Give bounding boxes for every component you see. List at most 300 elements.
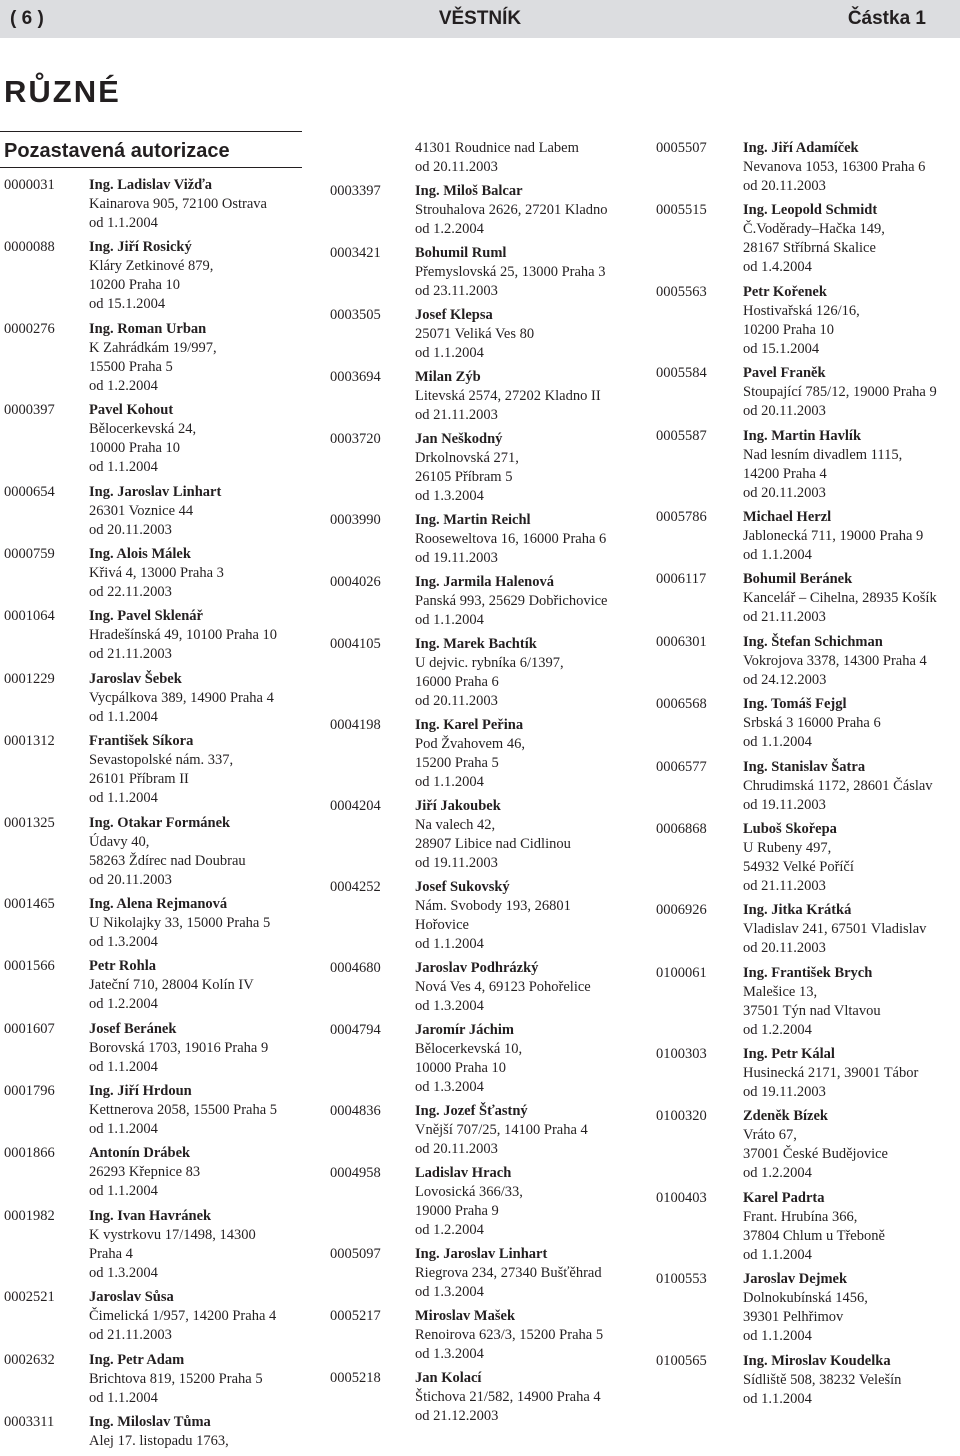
entry-name: Ing. František Brych (743, 964, 873, 981)
entry-name: Ladislav Hrach (415, 1165, 512, 1181)
entry-name: Jaromír Jáchim (415, 1022, 514, 1038)
entry-body (743, 1107, 960, 1183)
registry-entry (4, 545, 309, 602)
entry-number: 0001465 (4, 895, 55, 912)
entry-body (89, 401, 309, 477)
registry-entry (330, 306, 640, 363)
entry-number: 0002632 (4, 1351, 55, 1368)
registry-entry (4, 1020, 309, 1077)
entry-number: 0004958 (330, 1165, 381, 1181)
entry-address-line: 16000 Praha 6 (415, 674, 499, 690)
entry-name: Ing. Jozef Šťastný (415, 1103, 528, 1119)
entry-date: od 1.1.2004 (415, 774, 484, 790)
entry-date: od 1.4.2004 (743, 259, 812, 276)
entry-name: Ing. Jitka Krátká (743, 902, 852, 919)
entry-name: Ing. Alois Málek (89, 545, 191, 562)
entry-address-line: 28907 Libice nad Cidlinou (415, 836, 571, 852)
entry-body (89, 176, 309, 233)
entry-address-line: Kancelář – Cihelna, 28935 Košík (743, 590, 937, 607)
registry-entry (4, 814, 309, 890)
entry-address-line: 26105 Příbram 5 (415, 469, 513, 485)
entry-name: Antonín Drábek (89, 1145, 191, 1162)
entry-number: 0002521 (4, 1289, 55, 1306)
entry-date: od 1.1.2004 (743, 734, 812, 751)
registry-entry (4, 1144, 309, 1201)
entry-number: 0005097 (330, 1246, 381, 1262)
entry-date: od 20.11.2003 (415, 159, 498, 175)
entry-date: od 1.2.2004 (89, 996, 158, 1013)
entry-address-line: Hořovice (415, 917, 469, 933)
entry-number: 0000276 (4, 320, 55, 337)
entry-address-line: 37501 Týn nad Vltavou (743, 1002, 881, 1019)
entry-number: 0001982 (4, 1207, 55, 1224)
entry-name: Ing. Jiří Rosický (89, 239, 192, 256)
entry-number: 0005563 (656, 283, 707, 300)
entry-number: 0004794 (330, 1022, 381, 1038)
entry-address-line: Jateční 710, 28004 Kolín IV (89, 977, 254, 994)
entry-number: 0100320 (656, 1108, 707, 1125)
entry-date: od 19.11.2003 (415, 550, 498, 566)
entry-address-line: Bělocerkevská 24, (89, 421, 197, 438)
registry-entry (4, 320, 309, 396)
registry-entry (656, 201, 960, 277)
registry-entry (4, 401, 309, 477)
entry-body (89, 320, 309, 396)
entry-number: 0001064 (4, 608, 55, 625)
entry-body (89, 1351, 309, 1408)
entry-date: od 20.11.2003 (743, 940, 826, 957)
entry-date: od 19.11.2003 (743, 1084, 826, 1101)
entry-name: Zdeněk Bízek (743, 1108, 828, 1125)
column-3 (656, 139, 960, 1414)
entry-body (89, 1020, 309, 1077)
entry-body (415, 1369, 640, 1426)
entry-address-line: Nad lesním divadlem 1115, (743, 446, 903, 463)
entry-body (415, 1102, 640, 1159)
entry-date: od 1.1.2004 (415, 612, 484, 628)
entry-body (743, 508, 960, 565)
entry-body (89, 670, 309, 727)
entry-body (743, 283, 960, 359)
entry-name: Luboš Skořepa (743, 820, 837, 837)
subsection-title: Pozastavená autorizace (4, 140, 230, 162)
entry-body (743, 964, 960, 1040)
entry-body (743, 1045, 960, 1102)
entry-address-line: Praha 4 (89, 1245, 133, 1262)
entry-number: 0000759 (4, 545, 55, 562)
entry-address-line: Rooseweltova 16, 16000 Praha 6 (415, 531, 607, 547)
entry-address-line: K Zahrádkám 19/997, (89, 339, 217, 356)
entry-name: František Síkora (89, 733, 194, 750)
entry-name: Ing. Jiří Adamíček (743, 140, 859, 156)
entry-date: od 1.1.2004 (89, 1389, 158, 1406)
entry-address-line: Vráto 67, (743, 1127, 797, 1144)
entry-name: Pavel Franěk (743, 365, 826, 382)
entry-name: Ing. Petr Adam (89, 1351, 185, 1368)
entry-address-line: 28167 Stříbrná Skalice (743, 240, 876, 257)
entry-body (743, 427, 960, 503)
entry-number: 0001866 (4, 1145, 55, 1162)
page-number: ( 6 ) (10, 8, 44, 29)
entry-name: Ing. Miloslav Tůma (89, 1414, 211, 1431)
entry-address-line: Nám. Svobody 193, 26801 (415, 898, 571, 914)
entry-address-line: Vokrojova 3378, 14300 Praha 4 (743, 652, 927, 669)
entry-number: 0003505 (330, 307, 381, 323)
entry-date: od 1.1.2004 (743, 1246, 812, 1263)
entry-name: Milan Zýb (415, 369, 481, 385)
registry-entry (330, 368, 640, 425)
entry-date: od 1.3.2004 (89, 1264, 158, 1281)
entry-date: od 21.11.2003 (89, 1327, 172, 1344)
registry-entry (656, 1352, 960, 1409)
entry-name: Ing. Roman Urban (89, 320, 207, 337)
entry-number: 0001566 (4, 958, 55, 975)
entry-body (89, 238, 309, 314)
entry-address-line: Čimelická 1/957, 14200 Praha 4 (89, 1308, 277, 1325)
entry-number: 0006568 (656, 696, 707, 713)
entry-number: 0001607 (4, 1020, 55, 1037)
entry-address-line: K vystrkovu 17/1498, 14300 (89, 1226, 256, 1243)
entry-date: od 1.1.2004 (89, 790, 158, 807)
entry-body (743, 901, 960, 958)
entry-address-line: Kettnerova 2058, 15500 Praha 5 (89, 1102, 278, 1119)
registry-entry (330, 1164, 640, 1240)
registry-entry (4, 732, 309, 808)
entry-body (415, 368, 640, 425)
entry-body (89, 1288, 309, 1345)
entry-name: Jaroslav Šebek (89, 670, 182, 687)
registry-entry (330, 716, 640, 792)
entry-number: 0005584 (656, 365, 707, 382)
entry-body (89, 1207, 309, 1283)
column-2 (330, 139, 640, 1431)
registry-entry (330, 1021, 640, 1097)
entry-address-line: Srbská 3 16000 Praha 6 (743, 715, 881, 732)
entry-address-line: Chrudimská 1172, 28601 Čáslav (743, 777, 933, 794)
registry-entry (330, 959, 640, 1016)
column-1 (4, 176, 309, 1456)
entry-address-line: Na valech 42, (415, 817, 496, 833)
entry-name: Ing. Ivan Havránek (89, 1207, 212, 1224)
entry-date: od 20.11.2003 (743, 484, 826, 501)
registry-entry (4, 957, 309, 1014)
registry-entry (330, 878, 640, 954)
entry-body (415, 878, 640, 954)
entry-number: 0005507 (656, 140, 707, 156)
entry-address-line: 10000 Praha 10 (89, 440, 181, 457)
entry-body (89, 1144, 309, 1201)
entry-name: Jaroslav Dejmek (743, 1271, 848, 1288)
entry-address-line: 39301 Pelhřimov (743, 1309, 844, 1326)
entry-body (743, 139, 960, 196)
entry-date: od 19.11.2003 (415, 855, 498, 871)
subsection-divider (0, 167, 302, 168)
entry-address-line: Alej 17. listopadu 1763, (89, 1433, 229, 1450)
entry-name: Bohumil Ruml (415, 245, 507, 261)
entry-body (415, 1021, 640, 1097)
entry-date: od 1.1.2004 (89, 459, 158, 476)
entry-address-line: Sídliště 508, 38232 Velešín (743, 1371, 902, 1388)
registry-entry (330, 1307, 640, 1364)
entry-address-line: Panská 993, 25629 Dobřichovice (415, 593, 608, 609)
entry-name: Ing. Martin Havlík (743, 427, 862, 444)
entry-body (89, 1413, 309, 1451)
registry-entry (330, 511, 640, 568)
entry-number: 0001229 (4, 670, 55, 687)
entry-address-line: Drkolnovská 271, (415, 450, 519, 466)
entry-date: od 20.11.2003 (89, 871, 172, 888)
entry-name: Ing. Alena Rejmanová (89, 895, 228, 912)
registry-entry (656, 508, 960, 565)
registry-entry (330, 635, 640, 711)
registry-entry (656, 1045, 960, 1102)
entry-name: Ing. Jarmila Halenová (415, 574, 554, 590)
entry-body (415, 430, 640, 506)
entry-name: Ing. Karel Peřina (415, 717, 524, 733)
entry-date: od 1.1.2004 (89, 1121, 158, 1138)
entry-address-line: Stoupající 785/12, 19000 Praha 9 (743, 384, 937, 401)
entry-date: od 1.3.2004 (415, 488, 484, 504)
entry-name: Josef Sukovský (415, 879, 510, 895)
entry-body (89, 814, 309, 890)
entry-number: 0003694 (330, 369, 381, 385)
registry-entry (330, 139, 640, 177)
registry-entry (656, 1107, 960, 1183)
entry-address-line: Hostivařská 126/16, (743, 302, 860, 319)
entry-date: od 15.1.2004 (743, 340, 820, 357)
entry-address-line: Dolnokubínská 1456, (743, 1290, 868, 1307)
entry-date: od 1.2.2004 (415, 1222, 484, 1238)
entry-name: Jiří Jakoubek (415, 798, 501, 814)
entry-address-line: Údavy 40, (89, 833, 150, 850)
entry-name: Jaroslav Podhrázký (415, 960, 539, 976)
entry-number: 0005217 (330, 1308, 381, 1324)
entry-date: od 1.1.2004 (415, 936, 484, 952)
registry-entry (330, 1369, 640, 1426)
entry-date: od 20.11.2003 (89, 521, 172, 538)
entry-date: od 21.12.2003 (415, 1408, 499, 1424)
entry-address-line: Riegrova 234, 27340 Bušťěhrad (415, 1265, 602, 1281)
entry-address-line: Nová Ves 4, 69123 Pohořelice (415, 979, 591, 995)
entry-date: od 1.3.2004 (89, 933, 158, 950)
entry-number: 0003397 (330, 183, 381, 199)
entry-number: 0100061 (656, 964, 707, 981)
entry-address-line: 19000 Praha 9 (415, 1203, 499, 1219)
registry-entry (656, 695, 960, 752)
entry-address-line: Malešice 13, (743, 983, 818, 1000)
entry-body (415, 139, 640, 177)
entry-number: 0003421 (330, 245, 381, 261)
entry-address-line: Č.Voděrady–Hačka 149, (743, 221, 885, 238)
entry-address-line: Kainarova 905, 72100 Ostrava (89, 196, 267, 212)
entry-date: od 1.2.2004 (415, 221, 484, 237)
entry-date: od 1.3.2004 (415, 998, 484, 1014)
entry-address-line: Jablonecká 711, 19000 Praha 9 (743, 527, 924, 544)
entry-name: Karel Padrta (743, 1189, 825, 1206)
entry-address-line: Borovská 1703, 19016 Praha 9 (89, 1039, 269, 1056)
entry-body (743, 633, 960, 690)
entry-address-line: Křivá 4, 13000 Praha 3 (89, 564, 224, 581)
entry-address-line: 37804 Chlum u Třeboně (743, 1227, 885, 1244)
entry-body (415, 1245, 640, 1302)
entry-body (415, 635, 640, 711)
registry-entry (330, 244, 640, 301)
entry-number: 0100403 (656, 1189, 707, 1206)
registry-entry (656, 283, 960, 359)
registry-entry (656, 901, 960, 958)
entry-number: 0000088 (4, 239, 55, 256)
entry-date: od 1.1.2004 (89, 1183, 158, 1200)
entry-name: Ing. Petr Kálal (743, 1046, 835, 1063)
entry-number: 0005786 (656, 508, 707, 525)
entry-name: Ing. Jiří Hrdoun (89, 1083, 192, 1100)
entry-body (415, 182, 640, 239)
entry-body (743, 364, 960, 421)
entry-number: 0001325 (4, 814, 55, 831)
entry-body (415, 1164, 640, 1240)
entry-date: od 21.11.2003 (415, 407, 498, 423)
entry-address-line: U dejvic. rybníka 6/1397, (415, 655, 564, 671)
entry-address-line: Vycpálkova 389, 14900 Praha 4 (89, 689, 274, 706)
entry-address-line: Štichova 21/582, 14900 Praha 4 (415, 1389, 601, 1405)
registry-entry (4, 238, 309, 314)
entry-address-line: 26301 Voznice 44 (89, 502, 194, 519)
entry-date: od 20.11.2003 (743, 178, 826, 194)
entry-address-line: Vladislav 241, 67501 Vladislav (743, 921, 927, 938)
entry-date: od 21.11.2003 (743, 877, 826, 894)
registry-entry (4, 1082, 309, 1139)
registry-entry (4, 607, 309, 664)
entry-name: Josef Beránek (89, 1020, 177, 1037)
entry-number: 0005218 (330, 1370, 381, 1386)
entry-number: 0005515 (656, 202, 707, 219)
entry-date: od 1.1.2004 (743, 546, 812, 563)
entry-body (743, 1189, 960, 1265)
page-header (0, 0, 960, 38)
entry-name: Jaroslav Sůsa (89, 1289, 174, 1306)
entry-address-line: 10000 Praha 10 (415, 1060, 507, 1076)
entry-body (89, 545, 309, 602)
entry-name: Michael Herzl (743, 508, 832, 525)
entry-address-line: 37001 České Budějovice (743, 1146, 888, 1163)
entry-body (743, 570, 960, 627)
entry-date: od 20.11.2003 (415, 693, 498, 709)
entry-address-line: Lovosická 366/33, (415, 1184, 523, 1200)
entry-name: Bohumil Beránek (743, 571, 853, 588)
entry-body (89, 483, 309, 540)
registry-entry (4, 1413, 309, 1451)
entry-date: od 20.11.2003 (743, 403, 826, 420)
entry-address-line: Renoirova 623/3, 15200 Praha 5 (415, 1327, 604, 1343)
entry-address-line: Bělocerkevská 10, (415, 1041, 523, 1057)
entry-address-line: 26293 Křepnice 83 (89, 1164, 201, 1181)
entry-number: 0001796 (4, 1083, 55, 1100)
entry-date: od 22.11.2003 (89, 583, 172, 600)
entry-number: 0004198 (330, 717, 381, 733)
registry-entry (656, 964, 960, 1040)
registry-entry (4, 895, 309, 952)
entry-date: od 15.1.2004 (89, 296, 166, 313)
entry-address-line: U Nikolajky 33, 15000 Praha 5 (89, 914, 271, 931)
entry-address-line: Frant. Hrubína 366, (743, 1208, 858, 1225)
entry-address-line: 25071 Veliká Ves 80 (415, 326, 535, 342)
entry-date: od 1.3.2004 (415, 1284, 484, 1300)
registry-entry (656, 427, 960, 503)
entry-body (743, 201, 960, 277)
entry-date: od 1.1.2004 (89, 1058, 158, 1075)
entry-number: 0000654 (4, 483, 55, 500)
entry-date: od 1.1.2004 (743, 1390, 812, 1407)
entry-body (89, 1082, 309, 1139)
registry-entry (330, 1245, 640, 1302)
entry-address-line: Přemyslovská 25, 13000 Praha 3 (415, 264, 606, 280)
entry-body (89, 732, 309, 808)
entry-number: 0003311 (4, 1414, 55, 1431)
entry-address-line: Kláry Zetkinové 879, (89, 258, 214, 275)
entry-number: 0004026 (330, 574, 381, 590)
entry-number: 0006577 (656, 758, 707, 775)
registry-entry (330, 430, 640, 506)
entry-number: 0100303 (656, 1046, 707, 1063)
entry-number: 0006117 (656, 571, 707, 588)
entry-address-line: Husinecká 2171, 39001 Tábor (743, 1065, 919, 1082)
registry-entry (656, 364, 960, 421)
entry-date: od 1.1.2004 (743, 1328, 812, 1345)
entry-date: od 1.1.2004 (89, 215, 158, 231)
entry-address-line: Hradešínská 49, 10100 Praha 10 (89, 627, 278, 644)
entry-number: 0000397 (4, 402, 55, 419)
entry-body (89, 957, 309, 1014)
entry-name: Ing. Miroslav Koudelka (743, 1352, 891, 1369)
entry-name: Ing. Tomáš Fejgl (743, 696, 847, 713)
entry-number: 0003990 (330, 512, 381, 528)
entry-number: 0006926 (656, 902, 707, 919)
entry-name: Josef Klepsa (415, 307, 493, 323)
registry-entry (4, 1207, 309, 1283)
entry-number: 0004204 (330, 798, 381, 814)
entry-address-line: Brichtova 819, 15200 Praha 5 (89, 1370, 263, 1387)
entry-name: Miroslav Mašek (415, 1308, 516, 1324)
entry-date: od 1.2.2004 (743, 1021, 812, 1038)
entry-body (743, 1270, 960, 1346)
entry-address-line: 26101 Příbram II (89, 771, 189, 788)
entry-name: Ing. Leopold Schmidt (743, 202, 878, 219)
entry-body (415, 1307, 640, 1364)
entry-address-line: 10200 Praha 10 (743, 321, 835, 338)
entry-number: 0004680 (330, 960, 381, 976)
entry-date: od 21.11.2003 (89, 646, 172, 663)
entry-body (743, 695, 960, 752)
entry-date: od 1.2.2004 (743, 1165, 812, 1182)
entry-address-line: Nevanova 1053, 16300 Praha 6 (743, 159, 926, 175)
registry-entry (656, 570, 960, 627)
entry-name: Ing. Otakar Formánek (89, 814, 231, 831)
section-title: RŮZNÉ (4, 74, 121, 109)
entry-body (415, 511, 640, 568)
entry-number: 0004105 (330, 636, 381, 652)
entry-body (415, 716, 640, 792)
registry-entry (330, 797, 640, 873)
registry-entry (4, 1288, 309, 1345)
registry-entry (330, 1102, 640, 1159)
entry-body (743, 758, 960, 815)
registry-entry (330, 182, 640, 239)
entry-body (415, 244, 640, 301)
registry-entry (4, 1351, 309, 1408)
entry-date: od 1.1.2004 (89, 708, 158, 725)
entry-number: 0100553 (656, 1271, 707, 1288)
entry-address-line: Litevská 2574, 27202 Kladno II (415, 388, 601, 404)
